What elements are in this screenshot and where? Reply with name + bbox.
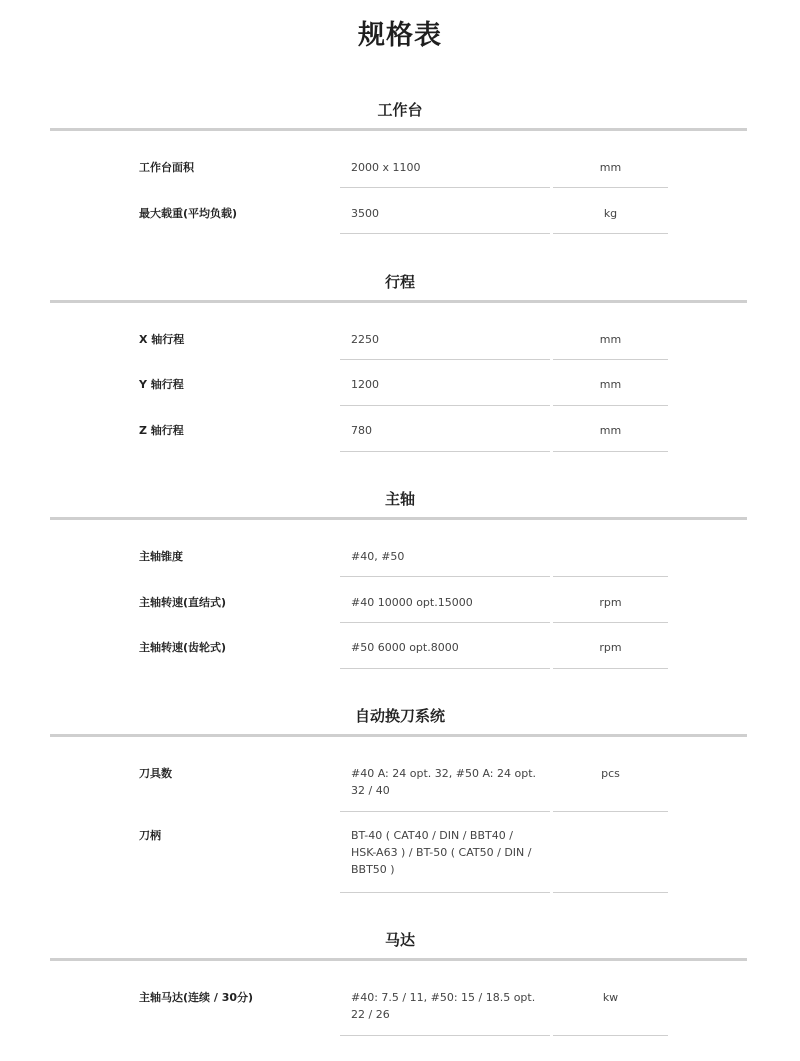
spec-value-y-travel: 1200 bbox=[351, 378, 379, 391]
spec-label-spindle-speed-direct: 主轴转速(直结式) bbox=[139, 596, 227, 609]
spec-value-spindle-speed-direct: #40 10000 opt.15000 bbox=[351, 596, 473, 609]
row-divider bbox=[553, 811, 668, 812]
row-divider bbox=[340, 187, 550, 188]
row-divider bbox=[340, 622, 550, 623]
spec-label-spindle-speed-gear: 主轴转速(齿轮式) bbox=[139, 641, 227, 654]
spec-unit-spindle-speed-direct: rpm bbox=[599, 596, 622, 609]
page-title: 规格表 bbox=[358, 20, 442, 51]
spec-unit-spindle-motor: kw bbox=[602, 991, 619, 1004]
row-divider bbox=[553, 1035, 668, 1036]
spec-value-line: BBT50 ) bbox=[351, 863, 395, 876]
row-divider bbox=[340, 811, 550, 812]
spec-unit-x-travel: mm bbox=[599, 333, 622, 346]
spec-label-spindle-motor: 主轴马达(连续 / 30分) bbox=[139, 991, 254, 1004]
section-title-spindle: 主轴 bbox=[384, 490, 415, 508]
section-divider bbox=[50, 128, 747, 131]
spec-unit-tool-count: pcs bbox=[601, 767, 620, 780]
spec-unit-table-area: mm bbox=[599, 161, 622, 174]
spec-label-table-area: 工作台面积 bbox=[139, 161, 194, 174]
section-title-motor: 马达 bbox=[384, 931, 415, 949]
section-title-worktable: 工作台 bbox=[377, 101, 423, 119]
spec-label-spindle-taper: 主轴锥度 bbox=[139, 550, 183, 563]
row-divider bbox=[340, 892, 550, 893]
spec-value-spindle-motor bbox=[351, 989, 551, 1023]
spec-value-z-travel: 780 bbox=[351, 424, 372, 437]
row-divider bbox=[553, 892, 668, 893]
spec-value-spindle-speed-gear: #50 6000 opt.8000 bbox=[351, 641, 459, 654]
spec-unit-spindle-speed-gear: rpm bbox=[599, 641, 622, 654]
spec-value-line: HSK-A63 ) / BT-50 ( CAT50 / DIN / bbox=[351, 846, 532, 859]
spec-value-line: #40 A: 24 opt. 32, #50 A: 24 opt. bbox=[351, 767, 537, 780]
section-divider bbox=[50, 517, 747, 520]
row-divider bbox=[553, 359, 668, 360]
spec-value-line: 22 / 26 bbox=[351, 1008, 390, 1021]
spec-value-tool-holder bbox=[351, 827, 551, 878]
section-divider bbox=[50, 734, 747, 737]
row-divider bbox=[553, 233, 668, 234]
section-title-travel: 行程 bbox=[384, 273, 415, 291]
spec-value-table-area: 2000 x 1100 bbox=[351, 161, 421, 174]
spec-label-y-travel: Y 轴行程 bbox=[139, 378, 184, 391]
spec-value-line: 32 / 40 bbox=[351, 784, 390, 797]
spec-value-spindle-taper: #40, #50 bbox=[351, 550, 405, 563]
row-divider bbox=[553, 451, 668, 452]
section-divider bbox=[50, 300, 747, 303]
spec-unit-z-travel: mm bbox=[599, 424, 622, 437]
row-divider bbox=[553, 187, 668, 188]
row-divider bbox=[340, 668, 550, 669]
section-title-atc: 自动换刀系统 bbox=[354, 707, 445, 725]
row-divider bbox=[340, 359, 550, 360]
row-divider bbox=[340, 576, 550, 577]
row-divider bbox=[553, 576, 668, 577]
spec-unit-max-load: kg bbox=[603, 207, 618, 220]
row-divider bbox=[340, 451, 550, 452]
row-divider bbox=[340, 233, 550, 234]
spec-unit-y-travel: mm bbox=[599, 378, 622, 391]
spec-label-tool-holder: 刀柄 bbox=[139, 829, 161, 842]
row-divider bbox=[553, 668, 668, 669]
spec-value-line: BT-40 ( CAT40 / DIN / BBT40 / bbox=[351, 829, 513, 842]
row-divider bbox=[553, 405, 668, 406]
spec-label-z-travel: Z 轴行程 bbox=[139, 424, 184, 437]
spec-value-line: #40: 7.5 / 11, #50: 15 / 18.5 opt. bbox=[351, 991, 536, 1004]
spec-label-tool-count: 刀具数 bbox=[139, 767, 172, 780]
spec-value-x-travel: 2250 bbox=[351, 333, 379, 346]
section-divider bbox=[50, 958, 747, 961]
row-divider bbox=[340, 1035, 550, 1036]
row-divider bbox=[340, 405, 550, 406]
spec-value-tool-count bbox=[351, 765, 551, 799]
spec-value-max-load: 3500 bbox=[351, 207, 379, 220]
row-divider bbox=[553, 622, 668, 623]
spec-label-max-load: 最大载重(平均负载) bbox=[139, 207, 238, 220]
spec-label-x-travel: X 轴行程 bbox=[139, 333, 185, 346]
